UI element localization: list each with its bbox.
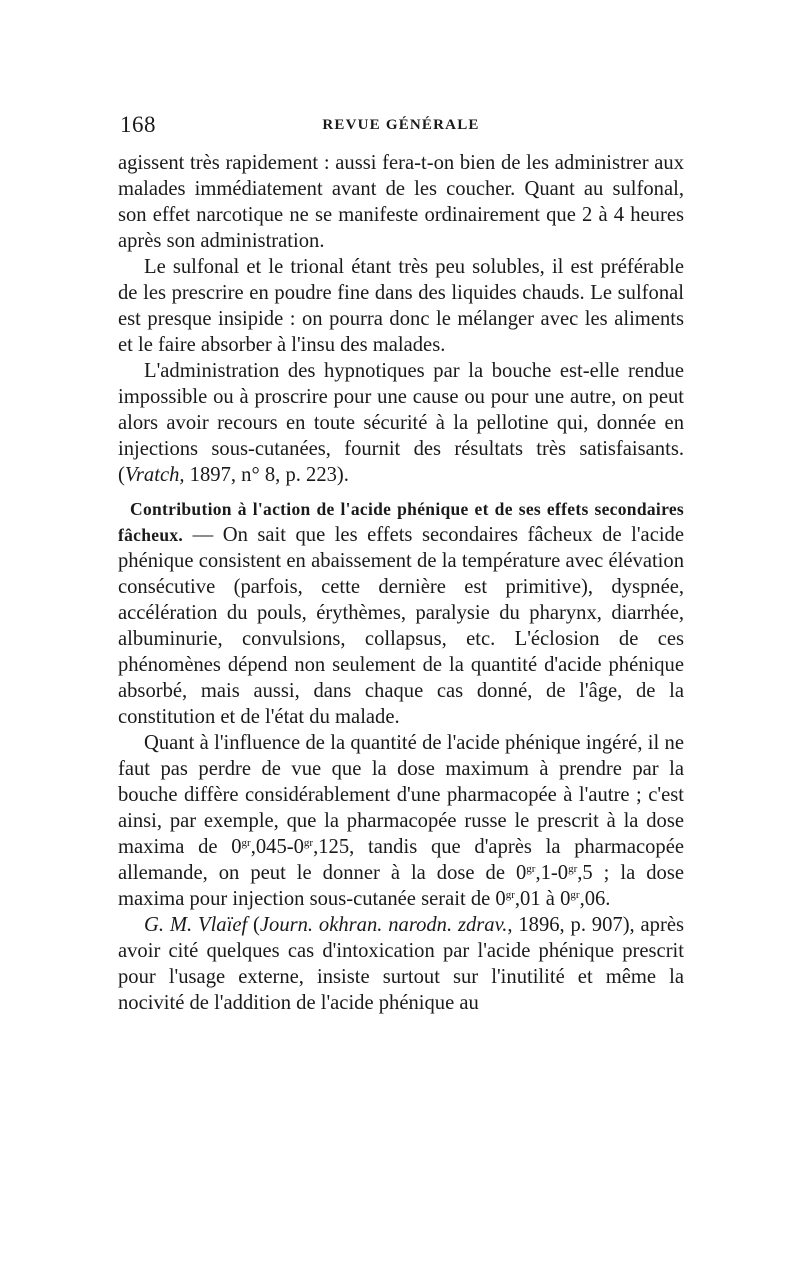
paragraph-text: L'administration des hypnotiques par la bouche est-elle rendue impossible ou à proscrire pour une cause ou pour une autre, on peut alors avoir recours en toute sécurité à la pellotine qui, donnée en injections sous-cutanées, fournit des résultats très satisfaisants. ( [118, 360, 684, 486]
paragraph-text: ,1-0 [535, 862, 569, 884]
unit-gr: gr [505, 889, 515, 901]
paragraph-text: ,01 à 0 [514, 888, 571, 910]
paragraph-dosage [118, 730, 684, 912]
paragraph-text: ,045-0 [250, 836, 304, 858]
paragraph-text: ,06. [579, 888, 611, 910]
unit-gr: gr [526, 863, 536, 875]
unit-gr: gr [570, 889, 580, 901]
body-text [118, 150, 684, 1016]
citation-details: 1897, n° 8, p. 223). [184, 464, 349, 486]
unit-gr: gr [303, 837, 314, 849]
unit-gr: gr [568, 863, 578, 875]
unit-gr: gr [241, 837, 251, 849]
journal-citation: Journ. okhran. narodn. zdrav. [259, 914, 508, 936]
section-title: Contribution à l'action de l'acide phénique et de ses effets secondaires fâcheux. [118, 499, 684, 545]
paragraph-text: ,5 ; la dose maxima pour injection sous-cutanée serait de 0 [118, 862, 684, 910]
author-name: G. M. Vlaïef [144, 914, 248, 936]
running-head: REVUE GÉNÉRALE [322, 117, 480, 133]
journal-citation: Vratch, [124, 464, 185, 486]
paragraph-text: ( [247, 914, 260, 936]
paragraph-pellotine [118, 358, 684, 488]
paragraph-sulfonal-trional: Le sulfonal et le trional étant très peu solubles, il est préférable de les prescrire en poudre fine dans des liquides chauds. Le sulfonal est presque insipide : on pourra donc le mélanger avec les aliments et le faire absorber à l'insu des malades. [118, 256, 684, 356]
paragraph-continuation: agissent très rapidement : aussi fera-t-on bien de les administrer aux malades immédiatement avant de les coucher. Quant au sulfonal, son effet narcotique ne se manifeste ordinairement que 2 à 4 heures après son administration. [118, 152, 684, 252]
paragraph-text: , 1896, p. 907), après avoir cité quelques cas d'intoxication par l'acide phénique prescrit pour l'usage externe, insiste surtout sur l'inutilité et même la nocivité de l'addition de l'acide phénique au [118, 914, 684, 1014]
paragraph-text: Quant à l'influence de la quantité de l'acide phénique ingéré, il ne faut pas perdre de vue que la dose maximum à prendre par la bouche diffère considérablement d'une pharmacopée à l'autre ; c'est ainsi, par exemple, que la pharmacopée russe le prescrit à la dose maxima de 0 [118, 732, 684, 858]
paragraph-text: ,125, tandis que d'après la pharmacopée allemande, on peut le donner à la dose de 0 [118, 836, 684, 884]
paragraph-section-start [118, 496, 684, 730]
page-number: 168 [120, 112, 156, 137]
paragraph-text: — On sait que les effets secondaires fâcheux de l'acide phénique consistent en abaissement de la température avec élévation consécutive (parfois, cette dernière est primitive), dyspnée, accélération du pouls, érythèmes, paralysie du pharynx, diarrhée, albuminurie, convulsions, collapsus, etc. L'éclosion de ces phénomènes dépend non seulement de la quantité d'acide phénique absorbé, mais aussi, dans chaque cas donné, de l'âge, de la constitution et de l'état du malade. [118, 524, 684, 728]
page-header [118, 112, 684, 142]
paragraph-vlaief [118, 912, 684, 1016]
